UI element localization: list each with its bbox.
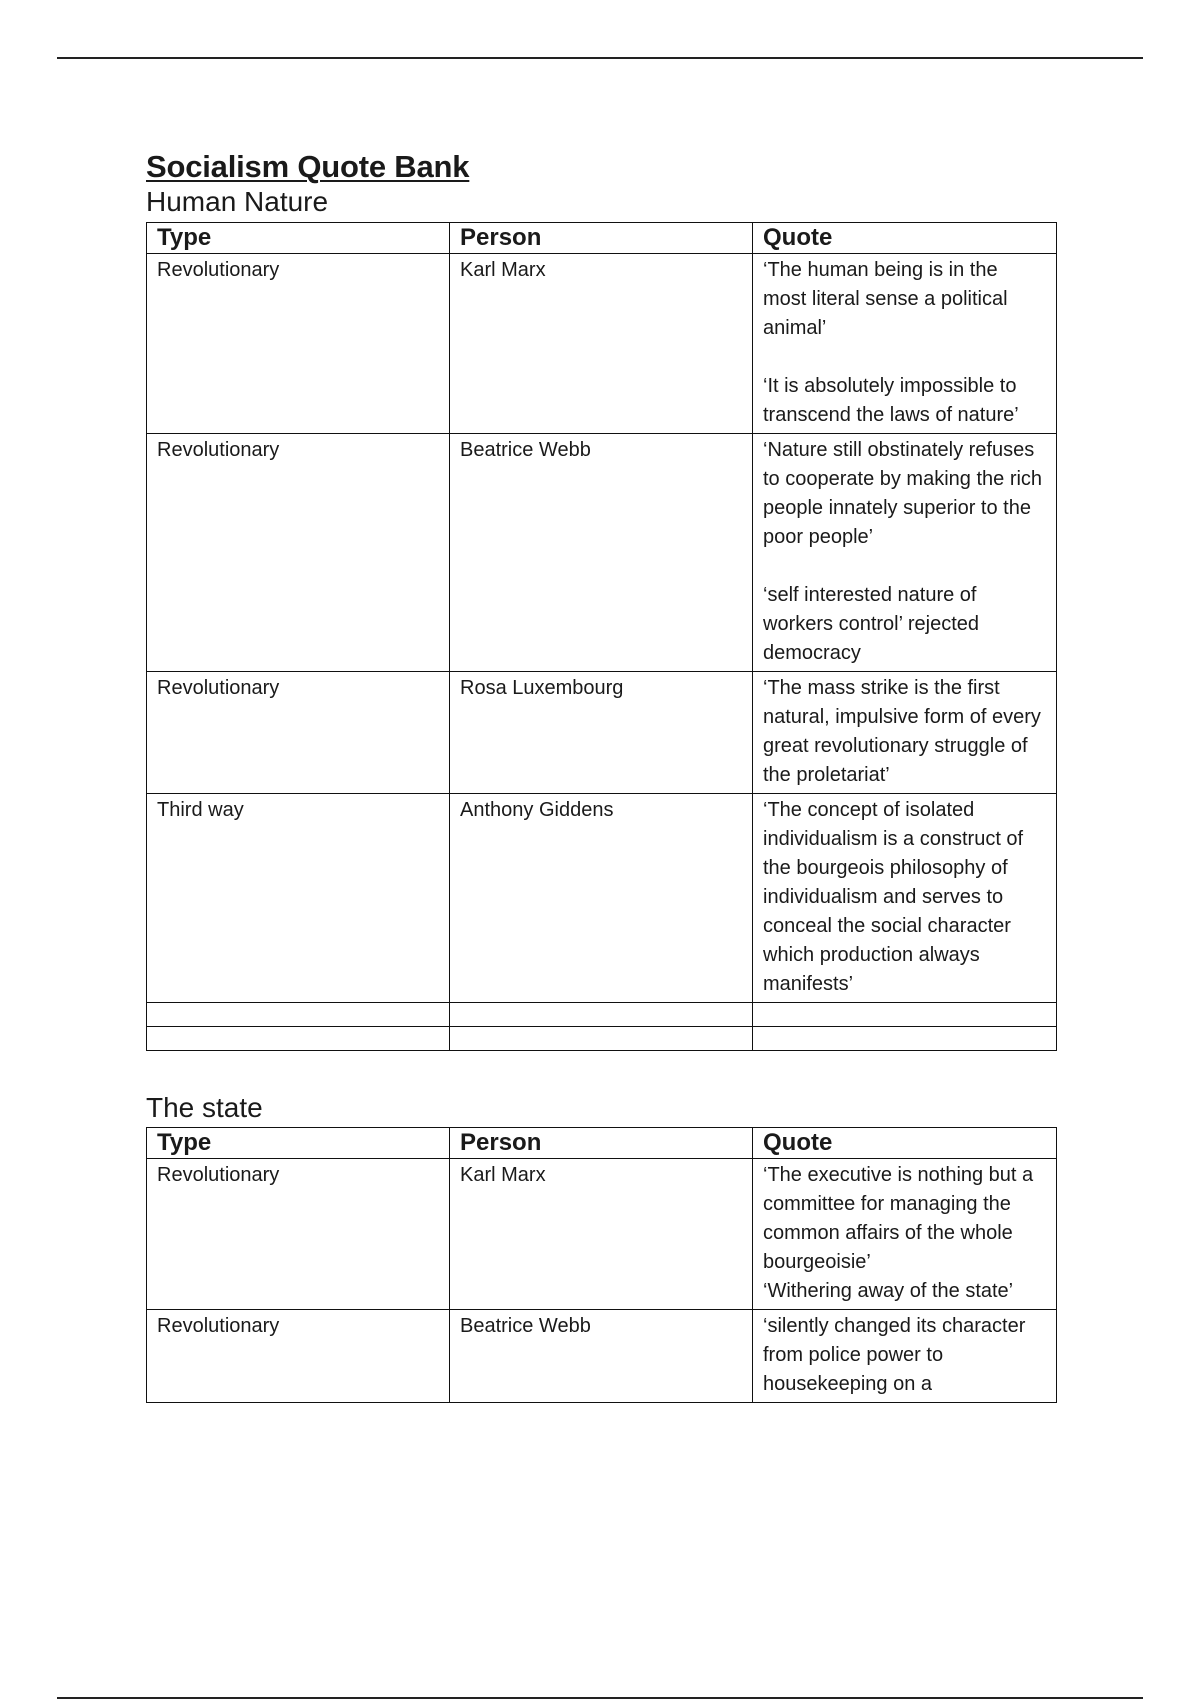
- human-nature-table: [146, 222, 1057, 1051]
- column-header-type: Type: [147, 222, 450, 253]
- column-header-quote: Quote: [753, 1128, 1057, 1159]
- empty-cell: [753, 1002, 1057, 1026]
- cell-type: Revolutionary: [147, 1310, 450, 1403]
- quote-text: ‘The concept of isolated individualism is a construct of the bourgeois philosophy of individualism and serves to conceal the social character which production always manifests’: [763, 798, 1024, 995]
- table-row: [147, 793, 1057, 1002]
- cell-quote: [753, 1310, 1057, 1403]
- document-body: [146, 148, 1056, 1403]
- table-header-row: [147, 222, 1057, 253]
- table-row: [147, 253, 1057, 433]
- cell-person: Karl Marx: [450, 253, 753, 433]
- empty-cell: [147, 1002, 450, 1026]
- table-row: [147, 1310, 1057, 1403]
- cell-person: Karl Marx: [450, 1159, 753, 1310]
- document-title: Socialism Quote Bank: [146, 149, 470, 184]
- column-header-type: Type: [147, 1128, 450, 1159]
- table-header-row: [147, 1128, 1057, 1159]
- column-header-quote: Quote: [753, 222, 1057, 253]
- empty-cell: [450, 1026, 753, 1050]
- empty-cell: [147, 1026, 450, 1050]
- section-heading-human-nature: Human Nature: [146, 186, 329, 218]
- empty-cell: [753, 1026, 1057, 1050]
- column-header-person: Person: [450, 1128, 753, 1159]
- footer-rule: [57, 1697, 1143, 1699]
- quote-text: ‘The mass strike is the first natural, impulsive form of every great revolutionary struggle of the proletariat’: [763, 676, 1041, 786]
- cell-type: Revolutionary: [147, 433, 450, 671]
- quote-text: ‘Nature still obstinately refuses to cooperate by making the rich people innately superior to the poor people’ ‘self interested nature of workers control’ rejected democracy: [763, 438, 1043, 664]
- empty-cell: [450, 1002, 753, 1026]
- cell-quote: [753, 671, 1057, 793]
- quote-text: ‘The human being is in the most literal sense a political animal’ ‘It is absolutely impossible to transcend the laws of nature’: [763, 258, 1019, 426]
- table-row: [147, 433, 1057, 671]
- table-row: [147, 1159, 1057, 1310]
- cell-quote: [753, 433, 1057, 671]
- cell-quote: [753, 253, 1057, 433]
- empty-table-row: [147, 1002, 1057, 1026]
- cell-type: Revolutionary: [147, 253, 450, 433]
- section-heading-the-state: The state: [146, 1091, 263, 1123]
- empty-table-row: [147, 1026, 1057, 1050]
- quote-text: ‘silently changed its character from police power to housekeeping on a: [763, 1315, 1026, 1396]
- quote-text: ‘The executive is nothing but a committee for managing the common affairs of the whole bourgeoisie’ ‘Withering away of the state’: [763, 1164, 1034, 1303]
- cell-quote: [753, 793, 1057, 1002]
- the-state-table: [146, 1127, 1057, 1403]
- header-rule: [57, 57, 1143, 59]
- column-header-person: Person: [450, 222, 753, 253]
- cell-person: Beatrice Webb: [450, 1310, 753, 1403]
- cell-person: Rosa Luxembourg: [450, 671, 753, 793]
- table-row: [147, 671, 1057, 793]
- cell-type: Third way: [147, 793, 450, 1002]
- cell-quote: [753, 1159, 1057, 1310]
- cell-person: Anthony Giddens: [450, 793, 753, 1002]
- cell-type: Revolutionary: [147, 1159, 450, 1310]
- cell-person: Beatrice Webb: [450, 433, 753, 671]
- cell-type: Revolutionary: [147, 671, 450, 793]
